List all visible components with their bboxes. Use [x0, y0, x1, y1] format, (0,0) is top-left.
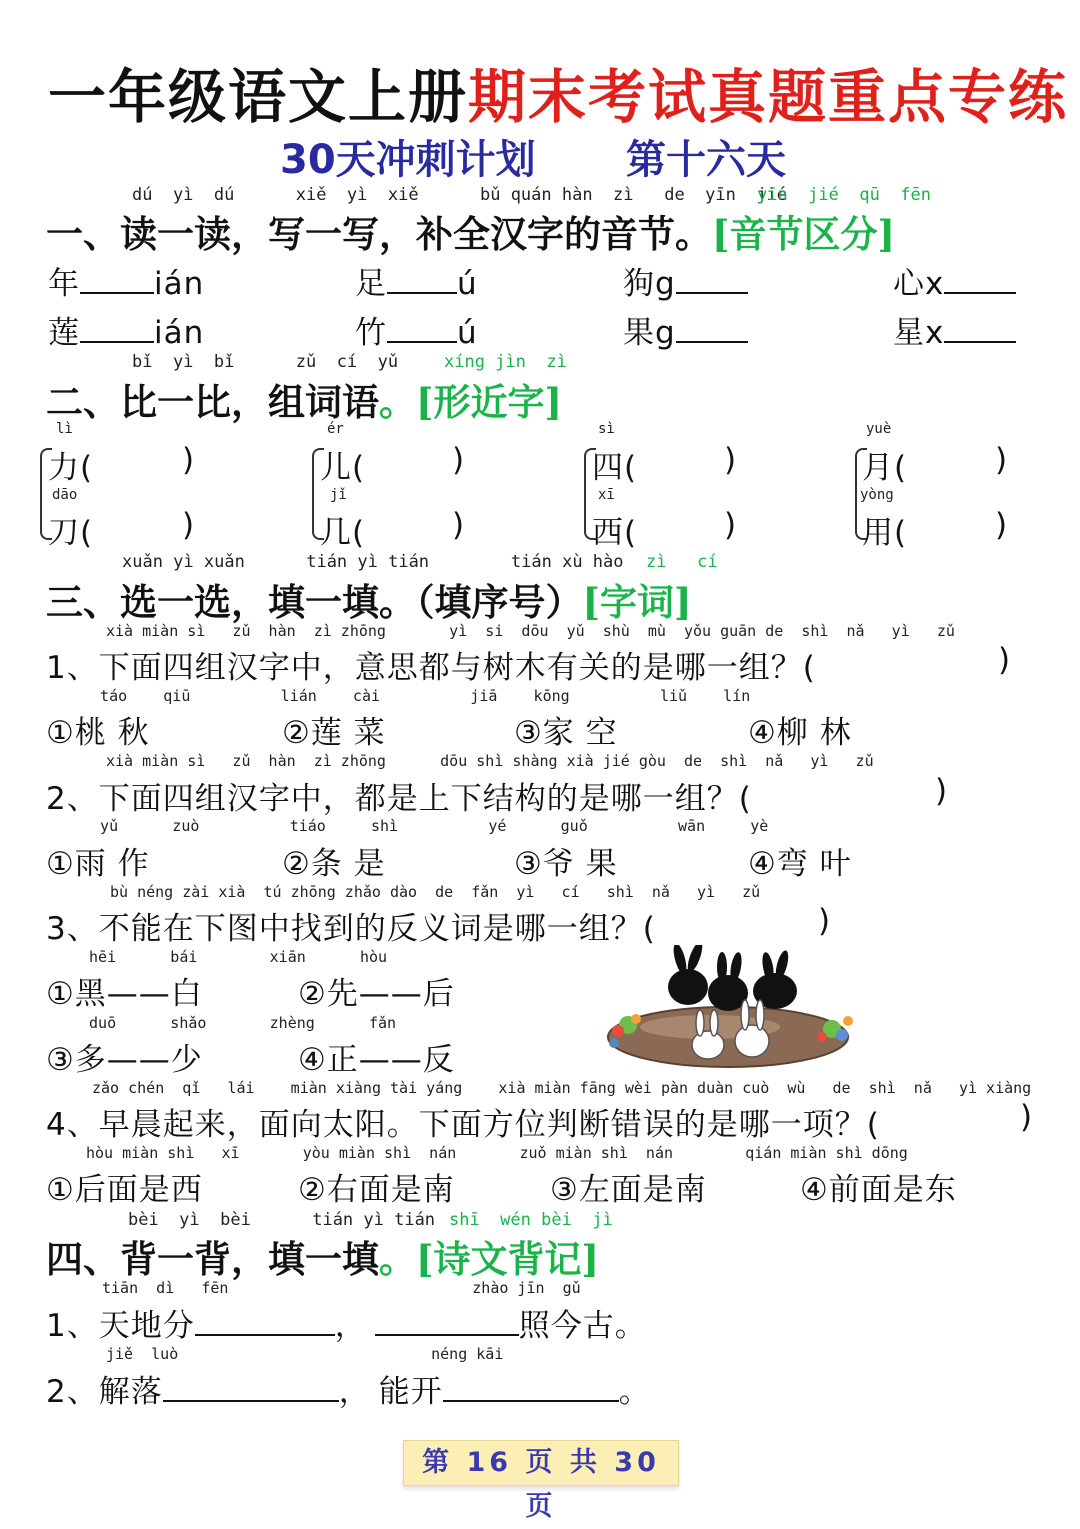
s1-heading-text: 一、读一读，写一写，补全汉字的音节。 [46, 212, 712, 256]
q3-pinyin: bù néng zài xià tú zhōng zhǎo dào de fǎn yì cí shì nǎ yì zǔ [110, 883, 761, 901]
s4-heading-pinyin: bèi yì bèi tián yì tián [128, 1210, 436, 1230]
s2-char-row [592, 507, 637, 552]
q1-close[interactable]: ) [998, 642, 1012, 678]
s4-heading-text: 四、背一背，填一填 [46, 1237, 379, 1281]
s1-item-3 [623, 258, 748, 303]
q2-option-3[interactable]: ③爷 果 [514, 846, 618, 882]
answer-blank[interactable] [195, 1306, 335, 1336]
q4-close[interactable]: ) [1020, 1099, 1034, 1135]
s1-item-8 [893, 307, 1016, 352]
s1-item-post: ián [154, 266, 205, 302]
q3-options-pinyin-a: hēi bái xiān hòu [80, 948, 388, 966]
s2-char-row [48, 507, 93, 552]
q1-option-2[interactable]: ②莲 菜 [282, 715, 386, 751]
answer-blank[interactable] [80, 313, 154, 343]
s1-item-pre: 足 [355, 266, 387, 302]
s1-item-pre: 年 [48, 266, 80, 302]
s1-item-post: ú [457, 315, 478, 351]
s2-char-row [320, 507, 365, 552]
s2-char: 月 [862, 450, 894, 486]
answer-blank[interactable] [676, 313, 748, 343]
paren-open: ( [80, 450, 94, 486]
page-indicator: 第 16 页 共 30 页 [403, 1440, 679, 1486]
paren-close: ) [182, 442, 196, 478]
answer-blank[interactable] [944, 264, 1016, 294]
s2-char: 儿 [320, 450, 352, 486]
answer-blank[interactable] [375, 1306, 519, 1336]
s1-item-pre: 竹 [355, 315, 387, 351]
q3-options-pinyin-b: duō shǎo zhèng fǎn [80, 1014, 397, 1032]
q2-options-pinyin: yǔ zuò tiáo shì yé guǒ wān yè [82, 817, 769, 835]
paren-open: ( [624, 515, 638, 551]
s2-char: 西 [592, 515, 624, 551]
q1-option-3[interactable]: ③家 空 [514, 715, 618, 751]
paren-close: ) [724, 442, 738, 478]
paren-open: ( [352, 515, 366, 551]
q3-option-3[interactable]: ③多——少 [46, 1042, 203, 1078]
s2-heading-dot: 。 [379, 380, 416, 424]
paren-close: ) [452, 442, 466, 478]
subtitle-plan: 30天冲刺计划 [280, 137, 536, 183]
s2-tag-pinyin: xíng jìn zì [444, 352, 567, 372]
s2-char-row [48, 442, 93, 487]
s3-heading [46, 572, 692, 626]
s1-tag-pinyin: yīn jié qū fēn [757, 185, 931, 205]
title-part1: 一年级语文上册 [48, 63, 469, 131]
paren-open: ( [80, 515, 94, 551]
s1-item-post: ián [154, 315, 205, 351]
s1-item-pre: 心x [893, 266, 945, 302]
paren-close: ) [995, 442, 1009, 478]
q4-option-3[interactable]: ③左面是南 [550, 1172, 707, 1208]
s2-pinyin: yuè [866, 421, 892, 437]
s1-heading-pinyin: dú yì dú xiě yì xiě bǔ quán hàn zì de yīn jié [132, 185, 788, 205]
q2-text: 2、下面四组汉字中，都是上下结构的是哪一组？( [46, 781, 752, 817]
s3-heading-pinyin: xuǎn yì xuǎn tián yì tián tián xù hào [122, 552, 624, 572]
s4-line2-pinyin: jiě luò néng kāi [106, 1345, 504, 1363]
q4-options-pinyin: hòu miàn shì xī yòu miàn shì nán zuǒ miàn shì nán qián miàn shì dōng [86, 1144, 908, 1162]
q4-option-1[interactable]: ①后面是西 [46, 1172, 203, 1208]
paren-open: ( [352, 450, 366, 486]
q3-text: 3、不能在下图中找到的反义词是哪一组？( [46, 911, 656, 947]
q1-option-4[interactable]: ④柳 林 [748, 715, 852, 751]
q1-pinyin: xià miàn sì zǔ hàn zì zhōng yì si dōu yǔ shù mù yǒu guān de shì nǎ yì zǔ [106, 622, 955, 640]
title-part2: 期末考试真题重点专练 [468, 63, 1069, 131]
q3-option-1[interactable]: ①黑——白 [46, 976, 203, 1012]
s2-heading [46, 372, 562, 426]
q3-option-4[interactable]: ④正——反 [298, 1042, 455, 1078]
s4-line1-start: 1、天地分 [46, 1308, 195, 1344]
s2-pinyin: xī [598, 487, 615, 503]
s2-char: 刀 [48, 515, 80, 551]
s4-line2-start: 2、解落 [46, 1374, 163, 1410]
s2-char-row [862, 442, 907, 487]
s3-tag-pinyin: zì cí [646, 552, 718, 572]
s1-item-pre: 星x [893, 315, 945, 351]
s1-item-pre: 狗g [623, 266, 676, 302]
q3-option-2[interactable]: ②先——后 [298, 976, 455, 1012]
s2-heading-pinyin: bǐ yì bǐ zǔ cí yǔ [132, 352, 399, 372]
s4-line2 [46, 1366, 651, 1411]
s2-pinyin: lì [56, 421, 73, 437]
s4-tag-pinyin: shī wén bèi jì [449, 1210, 613, 1230]
s1-item-post: ú [457, 266, 478, 302]
q4-text: 4、早晨起来，面向太阳。下面方位判断错误的是哪一项？( [46, 1107, 880, 1143]
s2-char: 几 [320, 515, 352, 551]
comma: ， [334, 1308, 367, 1344]
period: 。 [618, 1374, 651, 1410]
paren-close: ) [452, 507, 466, 543]
s2-pinyin: yòng [860, 487, 894, 503]
s2-char-row [592, 442, 637, 487]
s4-line1-pinyin: tiān dì fēn zhào jīn gǔ [102, 1279, 581, 1297]
answer-blank[interactable] [944, 313, 1016, 343]
q3-close[interactable]: ) [818, 903, 832, 939]
paren-open: ( [624, 450, 638, 486]
q2-option-2[interactable]: ②条 是 [282, 846, 386, 882]
s1-item-6 [355, 307, 478, 352]
paren-close: ) [182, 507, 196, 543]
s1-item-4 [893, 258, 1016, 303]
s4-line2-mid: 能开 [378, 1374, 443, 1410]
s2-pinyin: ér [327, 421, 344, 437]
s1-item-pre: 果g [623, 315, 676, 351]
s1-item-pre: 莲 [48, 315, 80, 351]
q4-option-4[interactable]: ④前面是东 [800, 1172, 957, 1208]
paren-open: ( [894, 450, 908, 486]
s3-heading-text: 三、选一选，填一填。（填序号） [46, 580, 583, 624]
s4-line1-end: 照今古。 [518, 1308, 647, 1344]
s2-char: 力 [48, 450, 80, 486]
q4-option-2[interactable]: ②右面是南 [298, 1172, 455, 1208]
s4-heading [46, 1229, 599, 1283]
q2-pinyin: xià miàn sì zǔ hàn zì zhōng dōu shì shàng xià jié gòu de shì nǎ yì zǔ [106, 752, 874, 770]
answer-blank[interactable] [163, 1372, 339, 1402]
q1-options-pinyin: táo qiū lián cài jiā kōng liǔ lín [82, 687, 751, 705]
paren-close: ) [724, 507, 738, 543]
paren-close: ) [995, 507, 1009, 543]
s4-heading-dot: 。 [379, 1237, 416, 1281]
s1-item-2 [355, 258, 478, 303]
s2-tag: [形近字] [416, 380, 563, 424]
rabbits-illustration [600, 945, 860, 1075]
s2-pinyin: dāo [52, 487, 78, 503]
subtitle-day: 第十六天 [626, 137, 786, 183]
answer-blank[interactable] [387, 264, 457, 294]
s1-item-5 [48, 307, 204, 352]
s4-line1 [46, 1300, 647, 1345]
s2-char-row [862, 507, 907, 552]
s1-item-1 [48, 258, 204, 303]
page-title [48, 50, 1068, 134]
s1-item-7 [623, 307, 748, 352]
s2-char-row [320, 442, 365, 487]
s1-heading [46, 204, 895, 258]
black-rabbit-icon [668, 945, 708, 1005]
s2-char: 四 [592, 450, 624, 486]
q2-option-4[interactable]: ④弯 叶 [748, 846, 852, 882]
answer-blank[interactable] [676, 264, 748, 294]
answer-blank[interactable] [443, 1372, 619, 1402]
black-rabbit-icon [708, 951, 748, 1011]
s4-tag: [诗文背记] [416, 1237, 600, 1281]
q1-text: 1、下面四组汉字中，意思都与树木有关的是哪一组？( [46, 650, 816, 686]
answer-blank[interactable] [80, 264, 154, 294]
s2-pinyin: sì [598, 421, 615, 437]
s1-tag: [音节区分] [712, 212, 896, 256]
s2-heading-text: 二、比一比，组词语 [46, 380, 379, 424]
q1-option-1[interactable]: ①桃 秋 [46, 715, 150, 751]
s3-tag: [字词] [582, 580, 692, 624]
s2-pinyin: jǐ [330, 487, 347, 503]
comma: ， [338, 1374, 371, 1410]
paren-open: ( [894, 515, 908, 551]
answer-blank[interactable] [387, 313, 457, 343]
q2-option-1[interactable]: ①雨 作 [46, 846, 150, 882]
q4-pinyin: zǎo chén qǐ lái miàn xiàng tài yáng xià miàn fāng wèi pàn duàn cuò wù de shì nǎ yì xiàng [92, 1079, 1032, 1097]
s2-char: 用 [862, 515, 894, 551]
q2-close[interactable]: ) [935, 773, 949, 809]
